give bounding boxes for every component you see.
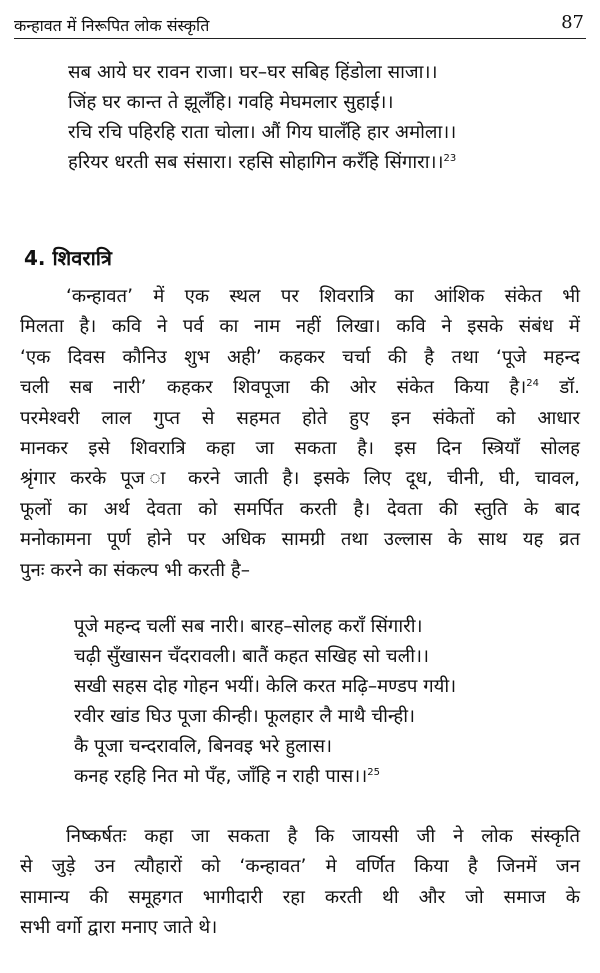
paragraph: [20, 282, 580, 586]
verse-line: जिंह घर कान्त ते झूलँहि। गवहि मेघमलार सुहाई।।: [68, 92, 394, 113]
verse-line: सब आये घर रावन राजा। घर–घर सबिह हिंडोला साजा।।: [68, 62, 438, 83]
paragraph-line: सामान्य की समूहगत भागीदारी रहा करती थी और जो समाज के: [20, 886, 580, 908]
paragraph-line: मानकर इसे शिवरात्रि कहा जा सकता है। इस दिन स्त्रियाँ सोलह: [20, 438, 580, 460]
verse-line: [68, 148, 600, 178]
paragraph: [20, 822, 580, 944]
section-title: शिवरात्रि: [52, 246, 112, 270]
verse-line-text: कनह रहहि नित मो पँह, जाँहि न राही पास।।: [74, 766, 368, 787]
footnote-marker: 23: [443, 152, 457, 164]
paragraph-line: पुनः करने का संकल्प भी करती है–: [20, 559, 250, 581]
paragraph-line: परमेश्वरी लाल गुप्त से सहमत होते हुए इन संकेतों को आधार: [20, 407, 580, 429]
verse-line: चढ़ी सुँखासन चँदरावली। बातैं कहत सखिह सो चली।।: [74, 646, 430, 667]
verse-block-top: [68, 58, 600, 178]
paragraph-line: मनोकामना पूर्ण होने पर अधिक सामग्री तथा उल्लास के साथ यह व्रत: [20, 529, 580, 551]
verse-line: [74, 762, 600, 792]
paragraph-line-text: चली सब नारी’ कहकर शिवपूजा की ओर संकेत किया है।: [20, 377, 527, 399]
paragraph-line: मिलता है। कवि ने पर्व का नाम नहीं लिखा। कवि ने इसके संबंध में: [20, 316, 580, 338]
paragraph-line: निष्कर्षतः कहा जा सकता है कि जायसी जी ने लोक संस्कृति: [66, 826, 580, 847]
footnote-marker: 24: [526, 378, 539, 390]
page-header: [14, 12, 586, 39]
paragraph-line: [20, 373, 580, 403]
paragraph-line: श्रृंगार करके पूज ा करने जाती है। इसके लिए दूध, चीनी, घी, चावल,: [20, 468, 580, 490]
verse-line: रचि रचि पहिरहि राता चोला। औं गिय घालँहि हार अमोला।।: [68, 122, 457, 143]
paragraph-line: सभी वर्गो द्वारा मनाए जाते थे।: [20, 917, 218, 939]
verse-line: कै पूजा चन्दरावलि, बिनवइ भरे हुलास।: [74, 736, 333, 757]
verse-line-text: हरियर धरती सब संसारा। रहसि सोहागिन करँहि सिंगारा।।: [68, 152, 444, 173]
section-number: 4.: [24, 246, 46, 270]
paragraph-line-tail: डॉ.: [538, 377, 580, 399]
verse-line: पूजे महन्द चलीं सब नारी। बारह–सोलह कराँ सिंगारी।: [74, 616, 423, 637]
paragraph-line: ‘एक दिवस कौनिउ शुभ अही’ कहकर चर्चा की है तथा ‘पूजे महन्द: [20, 346, 580, 368]
paragraph-line: फूलों का अर्थ देवता को समर्पित करती है। देवता की स्तुति के बाद: [20, 498, 580, 520]
running-title: कन्हावत में निरूपित लोक संस्कृति: [14, 16, 210, 35]
verse-line: सखी सहस दोह गोहन भयीं। केलि करत मढ़ि–मण्डप गयी।: [74, 676, 457, 697]
footnote-marker: 25: [367, 766, 380, 778]
page-number: 87: [561, 12, 584, 33]
paragraph-line: ‘कन्हावत’ में एक स्थल पर शिवरात्रि का आंशिक संकेत भी: [66, 286, 580, 307]
verse-line: रवीर खांड घिउ पूजा कीन्ही। फूलहार लै माथै चीन्ही।: [74, 706, 416, 727]
section-heading: [24, 244, 112, 271]
paragraph-line: से जुड़े उन त्यौहारों को ‘कन्हावत’ मे वर्णित किया है जिनमें जन: [20, 856, 580, 878]
verse-block-bottom: [74, 612, 600, 792]
